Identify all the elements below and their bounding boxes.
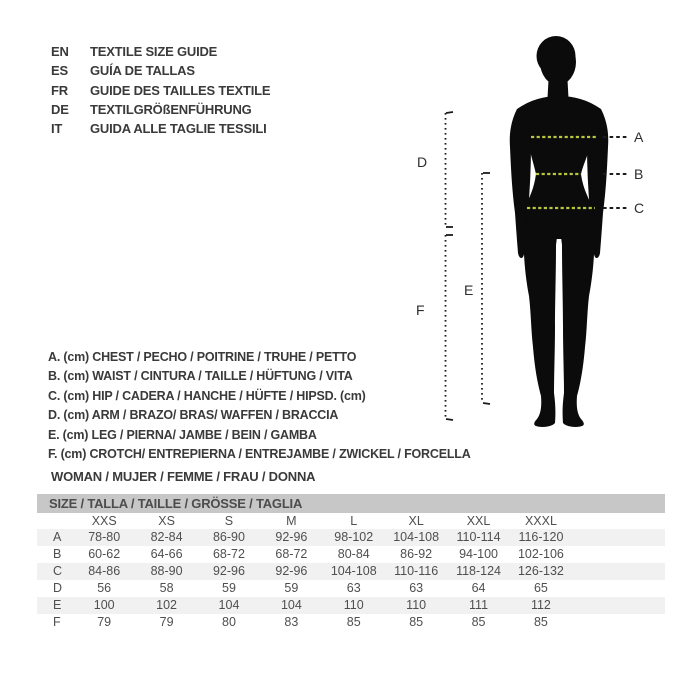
cell: 92-96 [275,564,308,578]
table-row-d [37,580,665,597]
cell: 85 [471,615,486,629]
language-code: FR [51,82,68,98]
size-table [37,494,665,631]
language-row-en [51,42,270,61]
hip-label: C [634,200,645,216]
row-label: B [53,547,62,561]
language-code: DE [51,101,69,117]
size-header-row [37,513,665,529]
leg-label: E [464,282,474,298]
cell: 98-102 [334,530,374,544]
language-title: GUIDA ALLE TAGLIE TESSILI [90,121,267,137]
table-row-c [37,563,665,580]
cell: 68-72 [275,547,308,561]
table-row-b [37,546,665,563]
arm-label: D [417,154,428,170]
size-col-header: S [224,514,234,528]
cell: 102 [156,598,178,612]
cell: 100 [93,598,115,612]
cell: 110 [406,598,427,612]
cell: 79 [97,615,112,629]
cell: 60-62 [88,547,121,561]
row-label: A [53,530,62,544]
language-title: TEXTILE SIZE GUIDE [90,44,218,59]
row-label: F [53,615,61,629]
cell: 63 [346,581,361,595]
table-row-f [37,614,665,631]
table-row-e [37,597,665,614]
language-row-it [51,119,270,138]
cell: 86-92 [400,547,433,561]
language-code: IT [51,121,63,137]
cell: 85 [533,615,548,629]
cell: 116-120 [518,530,564,544]
cell: 110-116 [394,564,439,578]
cell: 104 [218,598,240,612]
language-code: ES [51,63,68,79]
cell: 92-96 [275,530,308,544]
cell: 79 [159,615,174,629]
tick [483,403,490,404]
cell: 64-66 [150,547,183,561]
cell: 110-114 [456,530,501,544]
cell: 92-96 [212,564,245,578]
cell: 126-132 [517,564,564,578]
cell: 85 [346,615,361,629]
cell: 112 [530,598,551,612]
cell: 78-80 [88,530,121,544]
cell: 59 [222,581,236,595]
cell: 104 [280,598,302,612]
cell: 58 [159,581,174,595]
size-col-header: XL [408,514,424,528]
size-col-header: XS [158,514,175,528]
cell: 63 [409,581,424,595]
cell: 83 [284,615,299,629]
cell: 94-100 [459,547,498,561]
size-col-header: L [350,514,358,528]
cell: 59 [284,581,299,595]
language-code: EN [51,44,69,59]
legend-line-leg: E. (cm) LEG / PIERNA/ JAMBE / BEIN / GAMBA [48,427,317,442]
cell: 86-90 [212,530,245,544]
size-col-header: XXL [466,514,491,528]
cell: 65 [533,581,548,595]
row-label: D [53,581,63,595]
measurement-legend [48,348,471,464]
size-col-header: M [286,514,297,528]
chest-label: A [634,129,644,145]
table-row-a [37,529,665,546]
cell: 85 [409,615,424,629]
legend-line-chest: A. (cm) CHEST / PECHO / POITRINE / TRUHE / PETTO [48,350,357,364]
row-label: E [53,598,62,612]
legend-line-crotch: F. (cm) CROTCH/ ENTREPIERNA / ENTREJAMBE / ZWICKEL / FORCELLA [48,447,471,462]
row-label: C [53,564,63,578]
gender-heading: WOMAN / MUJER / FEMME / FRAU / DONNA [51,469,316,484]
woman-silhouette [510,36,608,427]
legend-line-hip: C. (cm) HIP / CADERA / HANCHE / HÜFTE / HIPSD. (cm) [48,388,366,403]
cell: 64 [471,581,486,595]
cell: 88-90 [150,564,183,578]
cell: 110 [343,598,364,612]
cell: 104-108 [393,530,440,544]
cell: 56 [97,581,112,595]
cell: 68-72 [212,547,245,561]
legend-line-waist: B. (cm) WAIST / CINTURA / TAILLE / HÜFTUNG / VITA [48,369,353,384]
language-title: GUÍA DE TALLAS [90,63,195,79]
cell: 80-84 [337,547,370,561]
crotch-label: F [416,302,425,318]
cell: 84-86 [88,564,121,578]
size-table-title-bar: SIZE / TALLA / TAILLE / GRÖSSE / TAGLIA [37,494,665,513]
waist-label: B [634,166,644,182]
language-title: GUIDE DES TAILLES TEXTILE [90,82,271,98]
cell: 111 [469,598,489,612]
cell: 102-106 [517,547,564,561]
language-row-de [51,100,270,119]
cell: 82-84 [150,530,183,544]
cell: 80 [222,615,236,629]
size-col-header: XXXL [524,514,557,528]
language-row-fr [51,81,270,100]
legend-line-arm: D. (cm) ARM / BRAZO/ BRAS/ WAFFEN / BRACCIA [48,408,339,423]
language-title: TEXTILGRÖßENFÜHRUNG [90,101,252,117]
size-col-header: XXS [91,514,117,528]
cell: 118-124 [456,564,502,578]
language-row-es [51,61,270,80]
cell: 104-108 [330,564,377,578]
tick [446,112,453,113]
language-header [51,42,270,138]
